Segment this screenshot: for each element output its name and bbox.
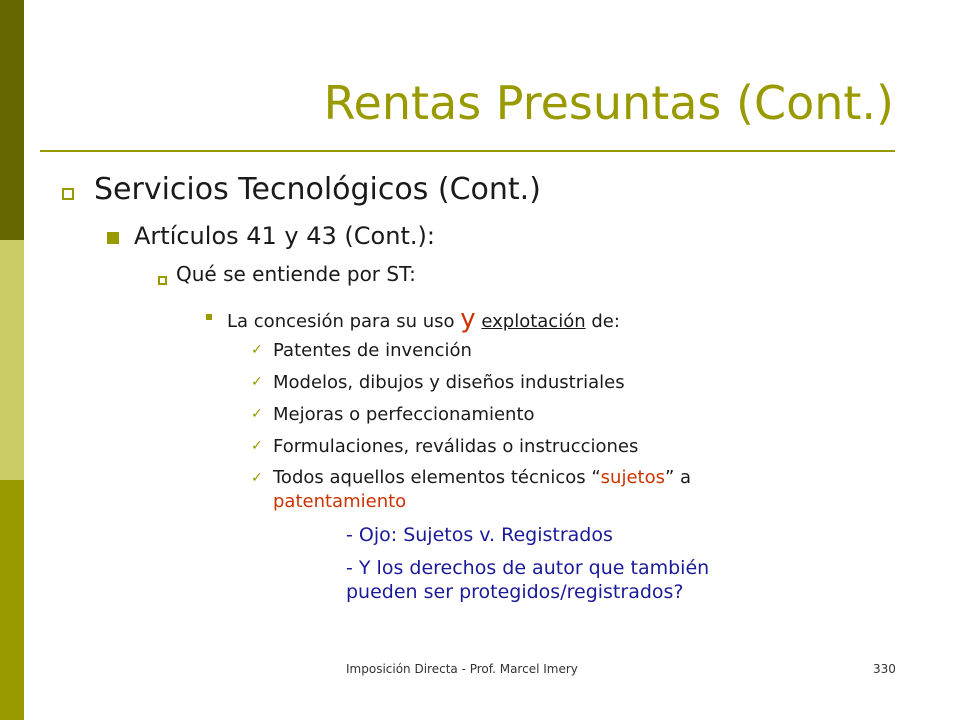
level4-text: [227, 304, 620, 334]
list-item: Patentes de invención: [273, 340, 472, 361]
list-item: Mejoras o perfeccionamiento: [273, 404, 535, 425]
last-item-part2: ” a: [664, 467, 692, 488]
title-divider: [40, 150, 895, 152]
hollow-square-bullet-icon: [62, 188, 74, 200]
level1-text: Servicios Tecnológicos (Cont.): [94, 172, 541, 207]
checkmark-icon: ✓: [251, 342, 263, 358]
level2-text: Artículos 41 y 43 (Cont.):: [134, 222, 435, 250]
side-bar-bottom: [0, 480, 24, 720]
page-number: 330: [873, 662, 896, 676]
level4-underlined: explotación: [481, 311, 586, 332]
note-line: - Y los derechos de autor que también: [346, 557, 710, 579]
checkmark-icon: ✓: [251, 374, 263, 390]
checkmark-icon: ✓: [251, 438, 263, 454]
last-item-part1: Todos aquellos elementos técnicos “: [273, 467, 601, 488]
level4-y: y: [460, 304, 476, 334]
small-hollow-square-bullet-icon: [158, 276, 167, 285]
solid-square-bullet-icon: [107, 232, 119, 244]
checkmark-icon: ✓: [251, 406, 263, 422]
note-line: - Ojo: Sujetos v. Registrados: [346, 524, 613, 546]
note-line: pueden ser protegidos/registrados?: [346, 581, 684, 603]
footer-text: Imposición Directa - Prof. Marcel Imery: [346, 662, 578, 676]
checkmark-icon: ✓: [251, 470, 263, 486]
level4-prefix: La concesión para su uso: [227, 311, 461, 332]
last-item-sujetos: sujetos: [600, 467, 665, 488]
slide-title: Rentas Presuntas (Cont.): [323, 76, 894, 130]
side-bar-middle: [0, 240, 24, 480]
list-item-last: [273, 467, 691, 488]
side-bar-top: [0, 0, 24, 240]
level4-suffix: de:: [585, 311, 620, 332]
level3-text: Qué se entiende por ST:: [176, 262, 416, 286]
list-item: Modelos, dibujos y diseños industriales: [273, 372, 625, 393]
list-item: Formulaciones, reválidas o instrucciones: [273, 436, 639, 457]
last-item-line2: patentamiento: [273, 491, 407, 512]
small-square-bullet-icon: [206, 314, 212, 320]
